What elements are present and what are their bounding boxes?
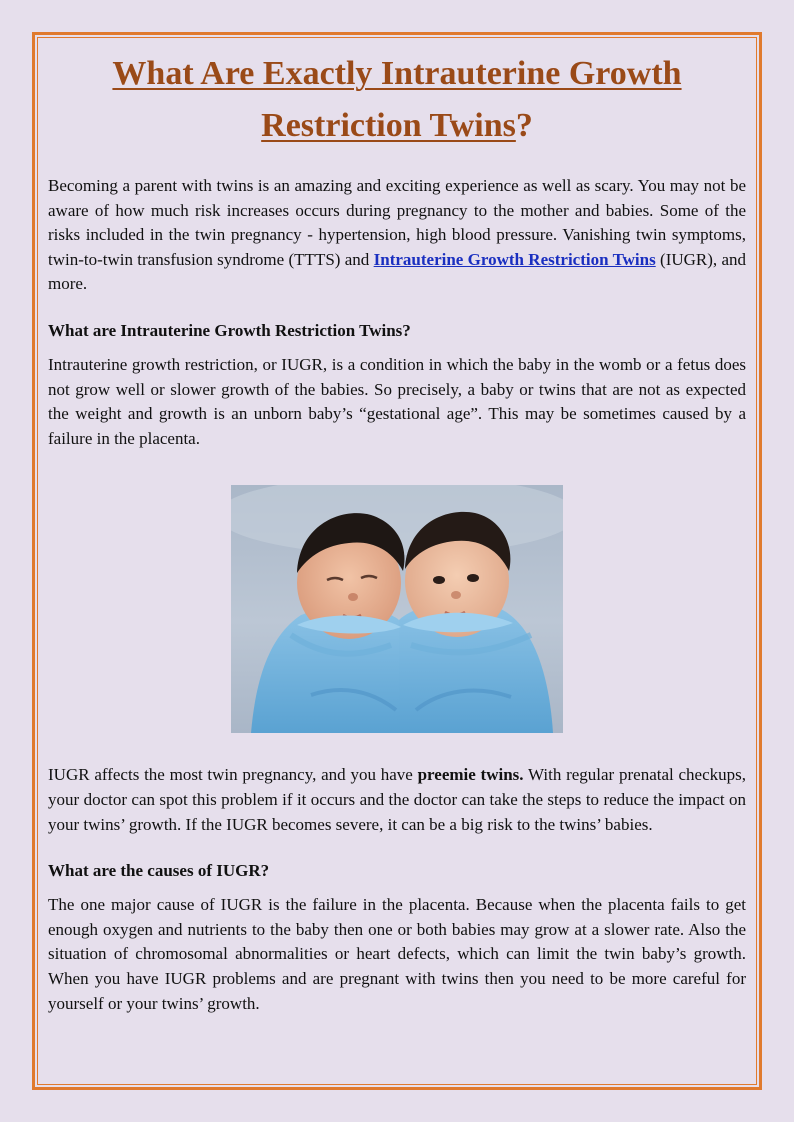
- preemie-text-start: IUGR affects the most twin pregnancy, and you have: [48, 765, 418, 785]
- iugr-twins-link[interactable]: Intrauterine Growth Restriction Twins: [373, 249, 656, 269]
- page-title-qmark: ?: [515, 107, 533, 144]
- preemie-text-end: With regular prenatal checkups, your doctor can spot this problem if it occurs and the doctor can take the steps to reduce the impact on your twins’ growth. If the IUGR becomes severe, it can be a big risk to the twins’ babies.: [48, 765, 746, 834]
- preemie-twins-bold: preemie twins.: [417, 765, 524, 785]
- section-heading-causes: What are the causes of IUGR?: [48, 861, 270, 881]
- page-title: [48, 48, 746, 152]
- twins-photo: [231, 485, 563, 733]
- intro-text-start: Becoming a parent with twins is an amazing and exciting experience as well as scary. You may not be aware of how much risk increases occurs during pregnancy to the mother and babies. Some of the risks included in the twin pregnancy - hypertension, high blood pressure. Vanishing twin symptoms, twin-to-twin transfusion syndrome (TTTS) and: [48, 176, 746, 269]
- photo-container: [48, 485, 746, 733]
- section-paragraph-causes: The one major cause of IUGR is the failure in the placenta. Because when the placenta fails to get enough oxygen and nutrients to the baby then one or both babies may grow at a slower rate. Also the situation of chromosomal abnormalities or heart defects, which can limit the twin baby’s growth. When you have IUGR problems and are pregnant with twins then you need to be more careful for yourself or your twins’ growth.: [48, 895, 746, 1013]
- intro-text-end: (IUGR), and more.: [48, 249, 747, 294]
- intro-paragraph: [48, 174, 746, 297]
- document-body: [48, 48, 746, 1016]
- section-heading-what-is-iugr: What are Intrauterine Growth Restriction Twins?: [48, 320, 411, 340]
- twins-illustration: [231, 485, 563, 733]
- page-title-text: What Are Exactly Intrauterine Growth Restriction Twins: [112, 55, 682, 144]
- preemie-paragraph: [48, 763, 746, 837]
- section-paragraph-what-is-iugr: Intrauterine growth restriction, or IUGR, is a condition in which the baby in the womb or a fetus does not grow well or slower growth of the babies. So precisely, a baby or twins that are not as expected the weight and growth is an unborn baby’s “gestational age”. This may be sometimes caused by a failure in the placenta.: [48, 354, 746, 448]
